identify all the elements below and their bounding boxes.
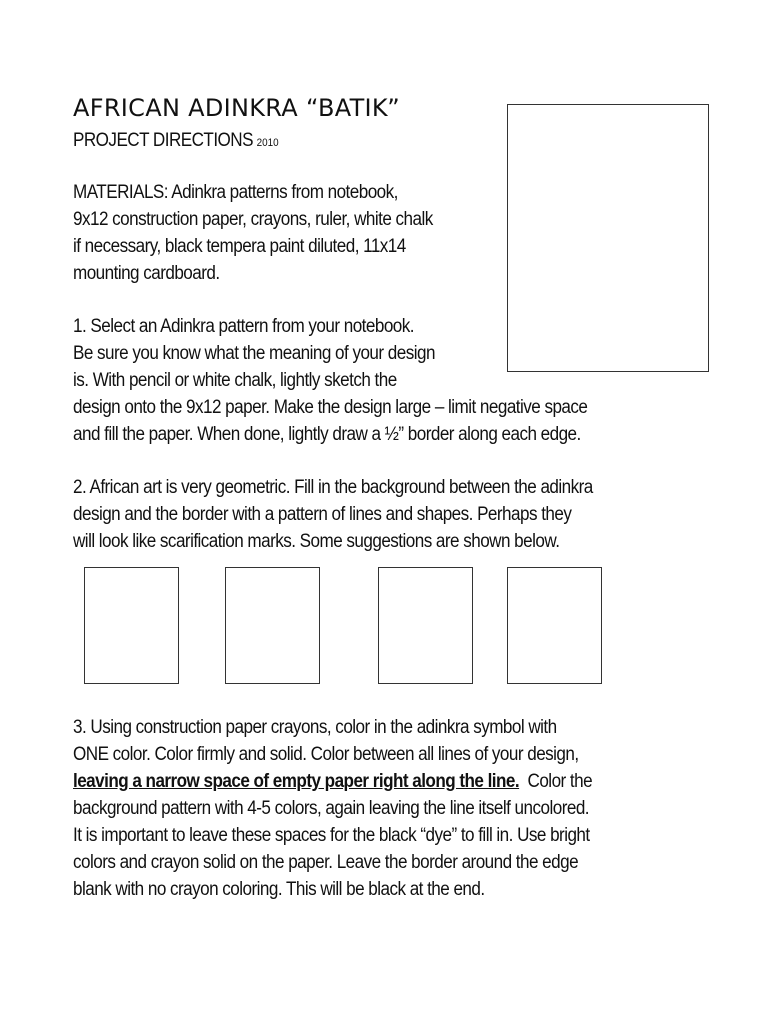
step1-line: and fill the paper. When done, lightly draw a ½” border along each edge. — [73, 424, 581, 445]
pattern-example-box — [225, 567, 320, 684]
step2-line: 2. African art is very geometric. Fill in the background between the adinkra — [73, 477, 593, 498]
materials-line: mounting cardboard. — [73, 263, 220, 284]
step1-line: is. With pencil or white chalk, lightly sketch the — [73, 370, 397, 391]
emphasis-text: leaving a narrow space of empty paper right along the line. — [73, 771, 520, 792]
example-image-box — [507, 104, 709, 372]
year-label: 2010 — [256, 137, 279, 149]
materials-line: MATERIALS: Adinkra patterns from notebook, — [73, 182, 398, 203]
emphasis-tail-text: Color the — [519, 771, 593, 792]
step1-line: 1. Select an Adinkra pattern from your notebook. — [73, 316, 415, 337]
pattern-example-box — [507, 567, 602, 684]
step1-line: Be sure you know what the meaning of your design — [73, 343, 435, 364]
page-subtitle: PROJECT DIRECTIONS — [73, 130, 253, 151]
pattern-example-box — [84, 567, 179, 684]
step2-line: design and the border with a pattern of lines and shapes. Perhaps they — [73, 504, 572, 525]
step2-line: will look like scarification marks. Some suggestions are shown below. — [73, 531, 560, 552]
step1-line: design onto the 9x12 paper. Make the design large – limit negative space — [73, 397, 588, 418]
materials-line: if necessary, black tempera paint diluted, 11x14 — [73, 236, 406, 257]
step3-line: blank with no crayon coloring. This will be black at the end. — [73, 879, 485, 900]
pattern-example-box — [378, 567, 473, 684]
step3-line: It is important to leave these spaces for the black “dye” to fill in. Use bright — [73, 825, 590, 846]
subtitle-line — [73, 130, 279, 152]
step3-emphasis-line — [73, 771, 592, 793]
page-title: AFRICAN ADINKRA “BATIK” — [73, 94, 400, 122]
step3-line: 3. Using construction paper crayons, color in the adinkra symbol with — [73, 717, 557, 738]
step3-line: background pattern with 4-5 colors, again leaving the line itself uncolored. — [73, 798, 590, 819]
materials-line: 9x12 construction paper, crayons, ruler, white chalk — [73, 209, 433, 230]
step3-line: ONE color. Color firmly and solid. Color between all lines of your design, — [73, 744, 579, 765]
step3-line: colors and crayon solid on the paper. Leave the border around the edge — [73, 852, 579, 873]
